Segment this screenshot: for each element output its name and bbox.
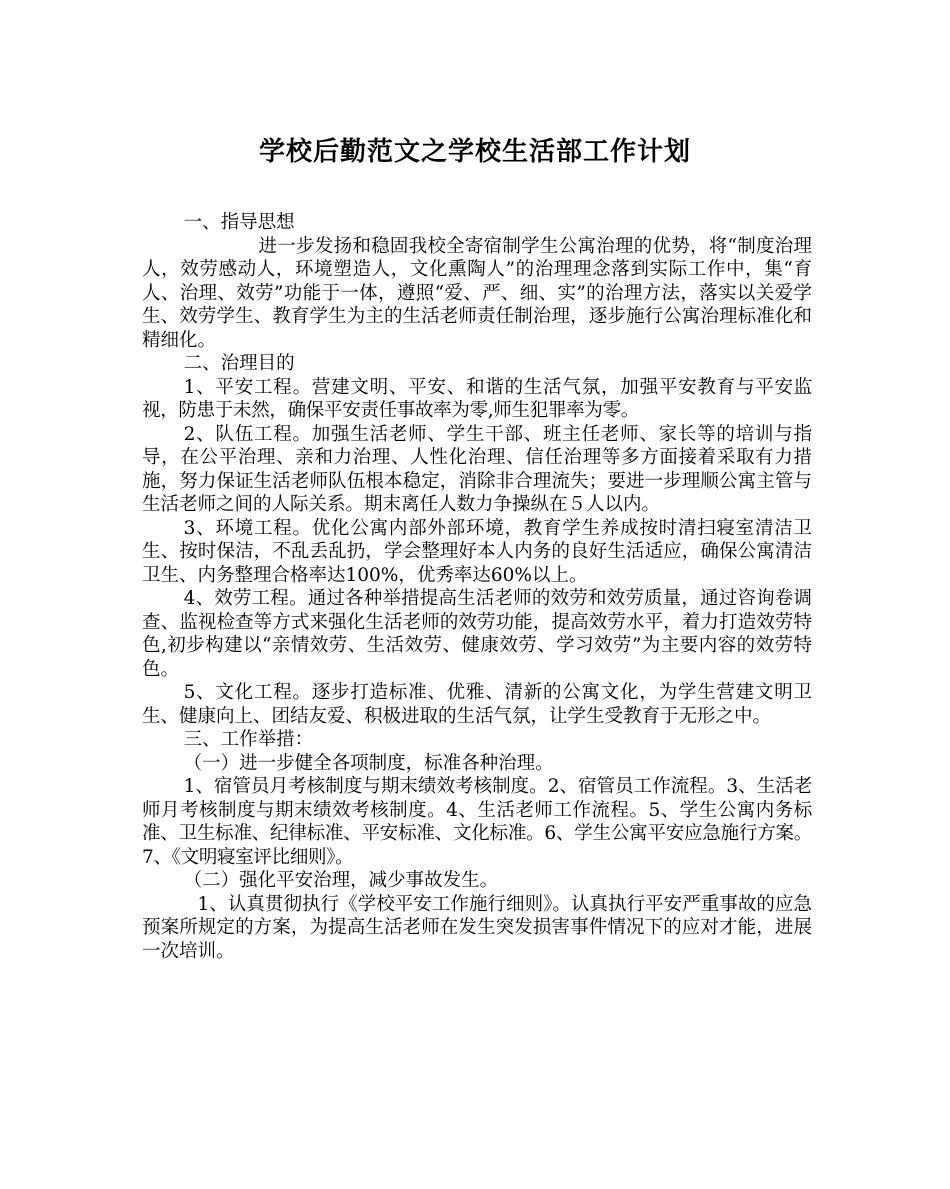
document-title: 学校后勤范文之学校生活部工作计划 (258, 137, 691, 167)
section-heading-guiding-ideology: 一、指导思想 (183, 212, 295, 233)
section-heading-work-measures: 三、工作举措： (183, 729, 314, 750)
paragraph-goal-environment: 3、环境工程。优化公寓内部外部环境，教育学生养成按时清扫寝室清洁卫生、按时保洁，不乱丢乱扔，学会整理好本人内务的良好生活适应，确保公寓清洁卫生、内务整理合格率达100%，优秀率达60%以上。 (142, 517, 812, 586)
paragraph-measure-1-list: 1、宿管员月考核制度与期末绩效考核制度。2、宿管员工作流程。3、生活老师月考核制度与期末绩效考核制度。4、生活老师工作流程。5、学生公寓内务标准、卫生标准、纪律标准、平安标准、文化标准。6、学生公寓平安应急施行方案。7、《文明寝室评比细则》。 (142, 776, 812, 868)
paragraph-goal-team: 2、队伍工程。加强生活老师、学生干部、班主任老师、家长等的培训与指导，在公平治理、亲和力治理、人性化治理、信任治理等多方面接着采取有力措施，努力保证生活老师队伍根本稳定，消除非合理流失；要进一步理顺公寓主管与生活老师之间的人际关系。期末离任人数力争操纵在５人以内。 (142, 423, 812, 515)
paragraph-goal-safety: 1、平安工程。营建文明、平安、和谐的生活气氛，加强平安教育与平安监视，防患于未然，确保平安责任事故率为零,师生犯罪率为零。 (142, 376, 812, 421)
paragraph-measure-2-item-1: 1、认真贯彻执行《学校平安工作施行细则》。认真执行平安严重事故的应急预案所规定的方案，为提高生活老师在发生突发损害事件情况下的应对才能，进展一次培训。 (142, 893, 812, 962)
subheading-measure-1: （一）进一步健全各项制度，标准各种治理。 (183, 752, 554, 774)
document-body (142, 211, 812, 963)
paragraph-goal-culture: 5、文化工程。逐步打造标准、优雅、清新的公寓文化，为学生营建文明卫生、健康向上、团结友爱、积极进取的生活气氛，让学生受教育于无形之中。 (142, 682, 812, 727)
paragraph-guiding-ideology: 进一步发扬和稳固我校全寄宿制学生公寓治理的优势，将“制度治理人，效劳感动人，环境塑造人，文化熏陶人”的治理理念落到实际工作中，集“育人、治理、效劳”功能于一体，遵照“爱、严、细、实”的治理方法，落实以关爱学生、效劳学生、教育学生为主的生活老师责任制治理，逐步施行公寓治理标准化和精细化。 (142, 235, 812, 351)
section-heading-management-goals: 二、治理目的 (183, 353, 295, 374)
paragraph-goal-service: 4、效劳工程。通过各种举措提高生活老师的效劳和效劳质量，通过咨询卷调查、监视检查等方式来强化生活老师的效劳功能，提高效劳水平，着力打造效劳特色,初步构建以“亲情效劳、生活效劳、健康效劳、学习效劳”为主要内容的效劳特色。 (142, 588, 812, 680)
subheading-measure-2: （二）强化平安治理，减少事故发生。 (183, 870, 499, 891)
